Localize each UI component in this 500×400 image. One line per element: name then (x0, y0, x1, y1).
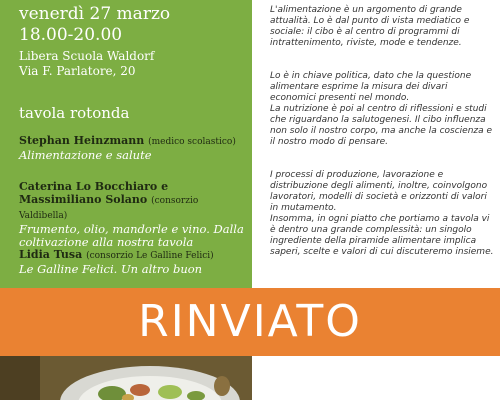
description-paragraph: I processi di produzione, lavorazione e distribuzione degli alimenti, inoltre, coinvolgono lavoratori, modelli di società e orizzonti di valori in mutamento. (270, 170, 488, 213)
speaker-affiliation: (consorzio Valdibella) (19, 196, 199, 221)
speaker-1 (19, 134, 249, 162)
speaker-talk-title: Le Galline Felici. Un altro buon (19, 262, 203, 276)
plate-photo-icon (0, 356, 252, 400)
speaker-affiliation: (consorzio Le Galline Felici) (86, 251, 214, 261)
event-place: Libera Scuola Waldorf (19, 49, 155, 63)
postponed-banner (0, 288, 500, 356)
event-address: Via F. Parlatore, 20 (19, 64, 136, 78)
speaker-name: Lidia Tusa (19, 248, 83, 261)
food-photo (0, 356, 252, 400)
event-date: venerdì 27 marzo (19, 4, 171, 24)
postponed-label: RINVIATO (138, 296, 362, 347)
description-paragraph: La nutrizione è poi al centro di riflessioni e studi che riguardano la salutogenesi. Il cibo influenza non solo il nostro corpo, ma anche la coscienza e il nostro modo di pensare. (270, 104, 493, 147)
event-info (19, 4, 170, 79)
speaker-3 (19, 248, 249, 276)
round-table-title: tavola rotonda (19, 104, 130, 122)
event-time: 18.00-20.00 (19, 25, 123, 45)
description-paragraph: Insomma, in ogni piatto che portiamo a tavola vi è dentro una grande complessità: un singolo ingrediente della piramide alimentare implica saperi, scelte e valori di cui discuteremo insieme. (270, 214, 494, 257)
speaker-name: Stephan Heinzmann (19, 134, 145, 147)
description-paragraph: Lo è in chiave politica, dato che la questione alimentare esprime la misura dei divari economici presenti nel mondo. (270, 71, 472, 103)
speaker-talk-title: Frumento, olio, mandorle e vino. Dalla coltivazione alla nostra tavola (19, 222, 244, 249)
speaker-talk-title: Alimentazione e salute (19, 148, 152, 162)
speaker-2 (19, 180, 249, 249)
description-paragraph: L'alimentazione è un argomento di grande attualità. Lo è dal punto di vista mediatico e sociale: il cibo è al centro di programmi di intrattenimento, riviste, mode e tendenze. (270, 5, 470, 48)
speaker-name: Caterina Lo Bocchiaro e Massimiliano Solano (19, 180, 169, 206)
speaker-affiliation: (medico scolastico) (148, 137, 236, 147)
